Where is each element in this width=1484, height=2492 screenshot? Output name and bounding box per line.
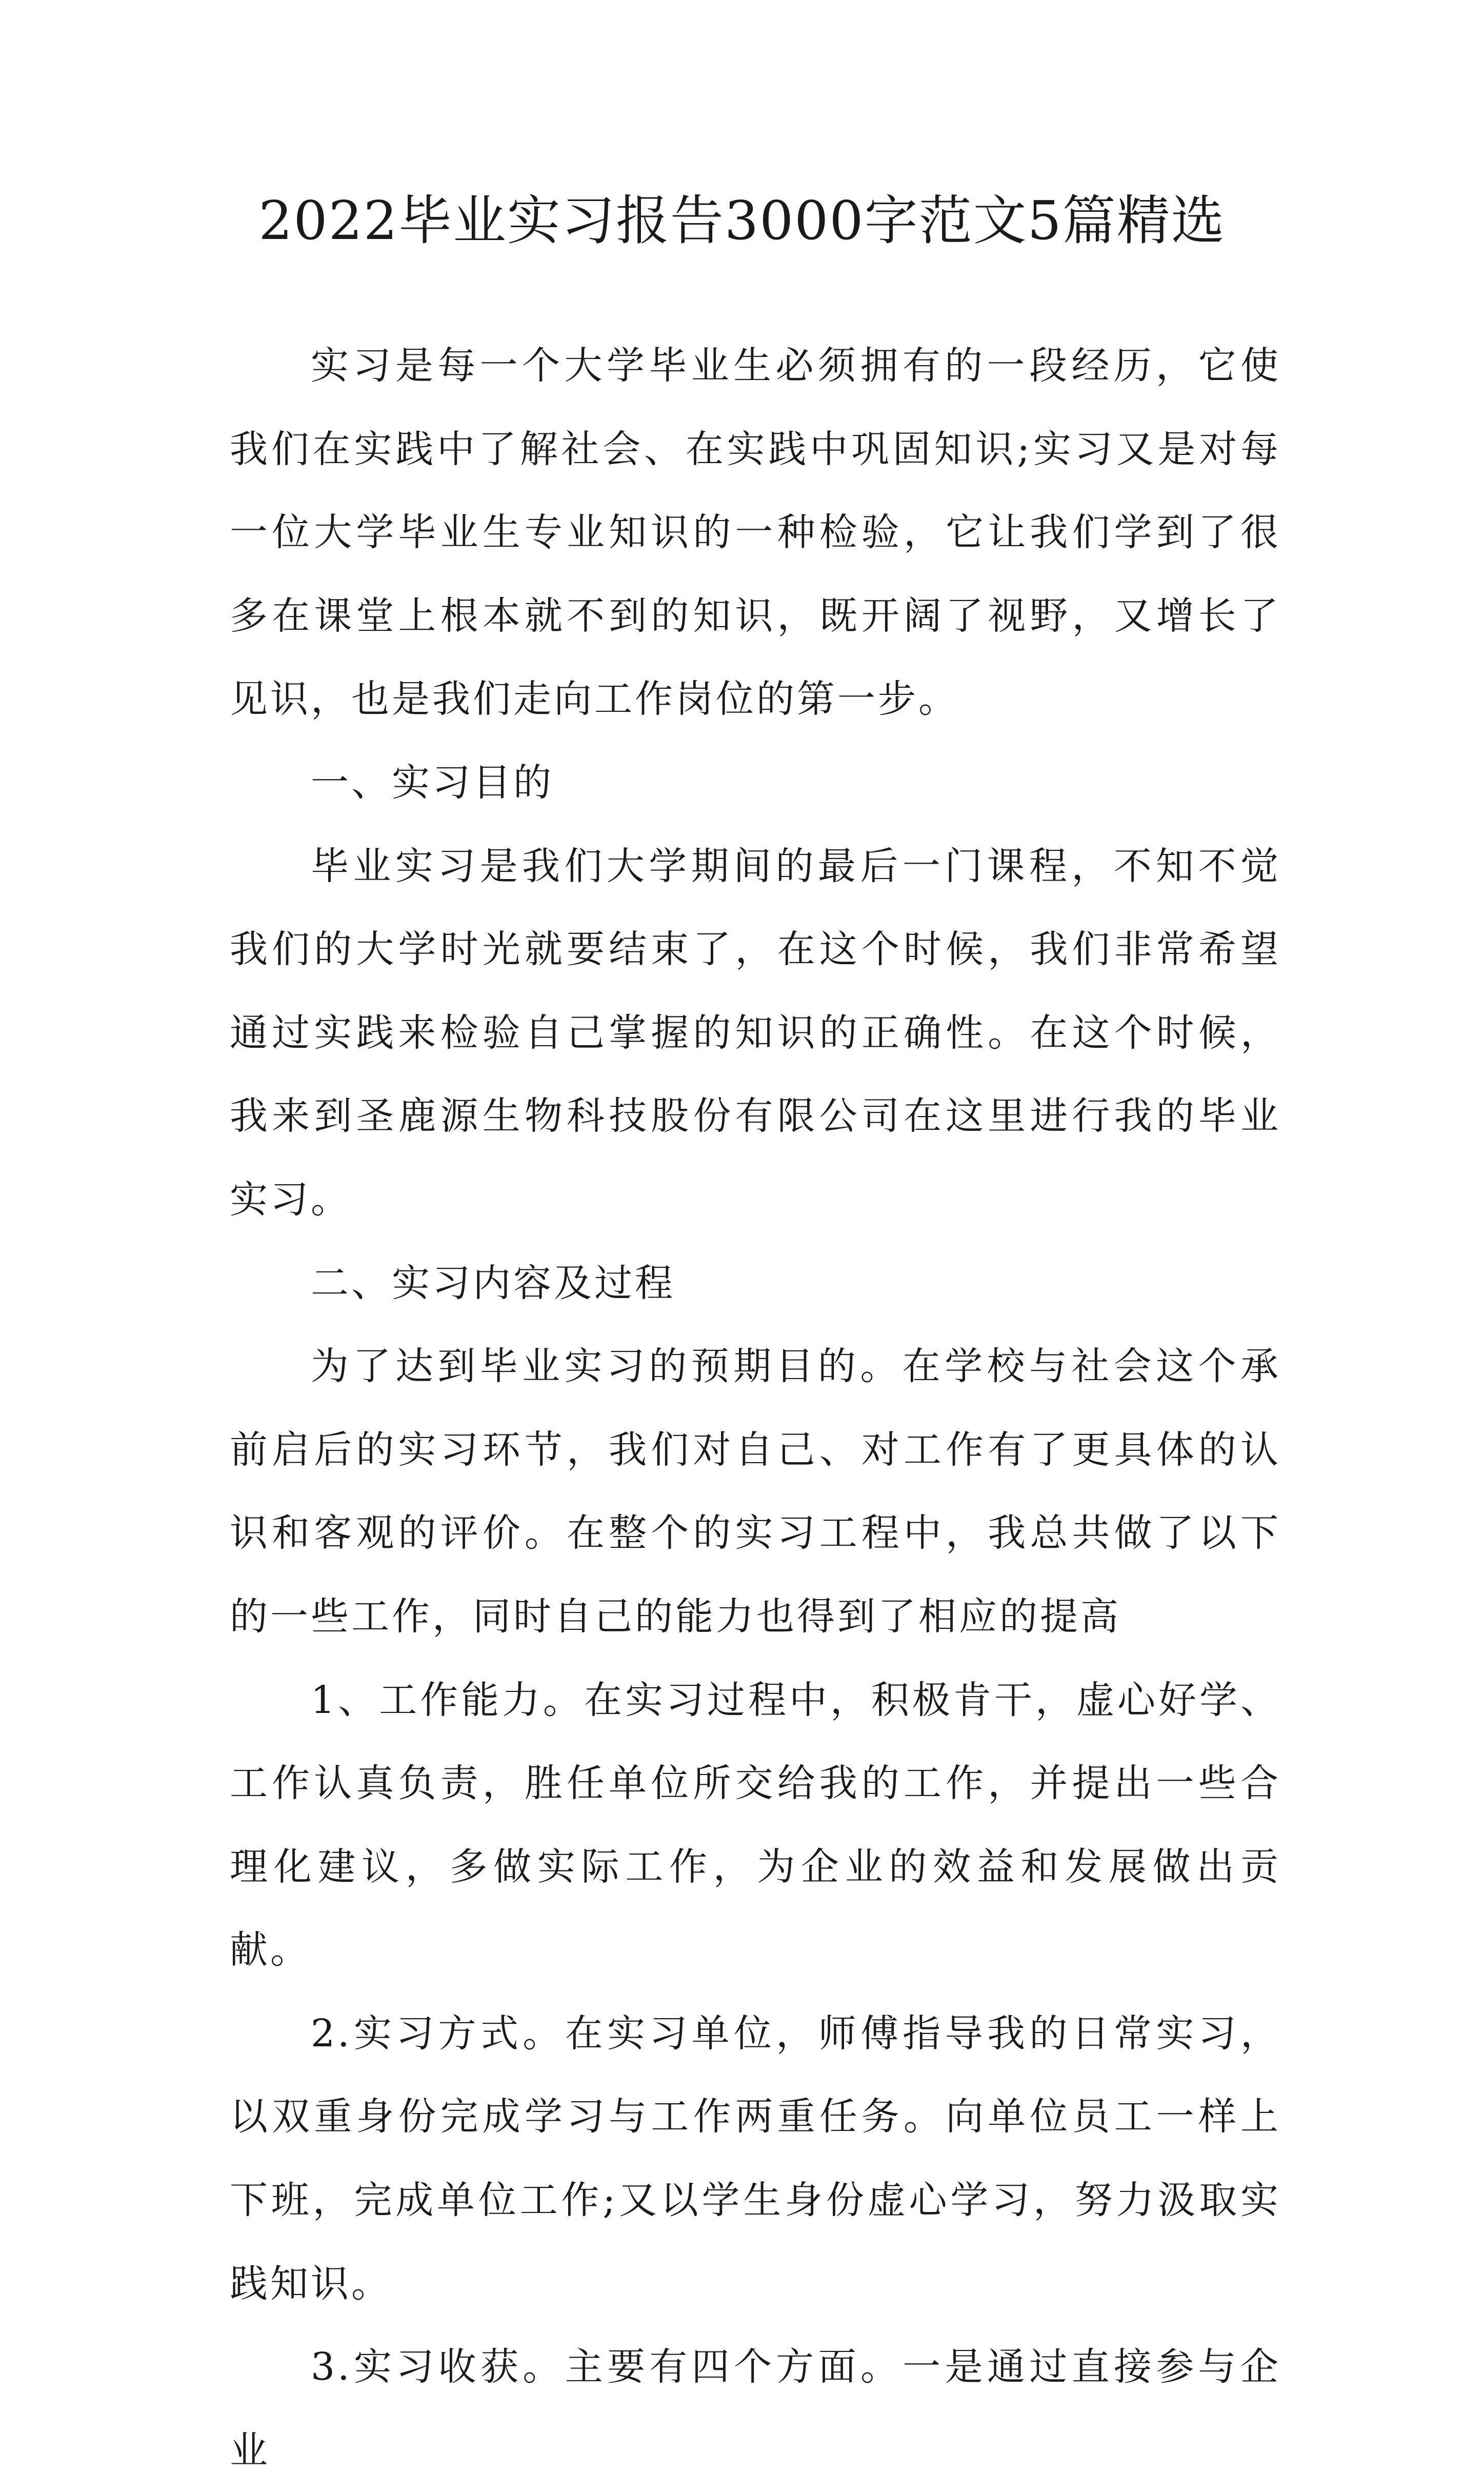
intro-paragraph: 实习是每一个大学毕业生必须拥有的一段经历，它使我们在实践中了解社会、在实践中巩固知识;实习又是对每一位大学毕业生专业知识的一种检验，它让我们学到了很多在课堂上根本就不到的知识，既开阔了视野，又增长了见识，也是我们走向工作岗位的第一步。 (230, 344, 1281, 722)
document-title: 2022毕业实习报告3000字范文5篇精选 (258, 189, 1226, 252)
section-heading-content: 二、实习内容及过程 (311, 1261, 675, 1305)
internship-gains-paragraph: 3.实习收获。主要有四个方面。一是通过直接参与企业 (230, 2345, 1281, 2473)
work-ability-paragraph: 1、工作能力。在实习过程中，积极肯干，虚心好学、工作认真负责，胜任单位所交给我的工作，并提出一些合理化建议，多做实际工作，为企业的效益和发展做出贡献。 (230, 1678, 1281, 1972)
purpose-paragraph: 毕业实习是我们大学期间的最后一门课程，不知不觉我们的大学时光就要结束了，在这个时候，我们非常希望通过实践来检验自己掌握的知识的正确性。在这个时候，我来到圣鹿源生物科技股份有限公司在这里进行我的毕业实习。 (230, 844, 1281, 1222)
section-heading-purpose: 一、实习目的 (311, 760, 554, 805)
internship-method-paragraph: 2.实习方式。在实习单位，师傅指导我的日常实习，以双重身份完成学习与工作两重任务。向单位员工一样上下班，完成单位工作;又以学生身份虚心学习，努力汲取实践知识。 (230, 2011, 1281, 2306)
document-body (230, 324, 1281, 2492)
content-paragraph: 为了达到毕业实习的预期目的。在学校与社会这个承前启后的实习环节，我们对自己、对工作有了更具体的认识和客观的评价。在整个的实习工程中，我总共做了以下的一些工作，同时自己的能力也得到了相应的提高 (230, 1344, 1281, 1639)
